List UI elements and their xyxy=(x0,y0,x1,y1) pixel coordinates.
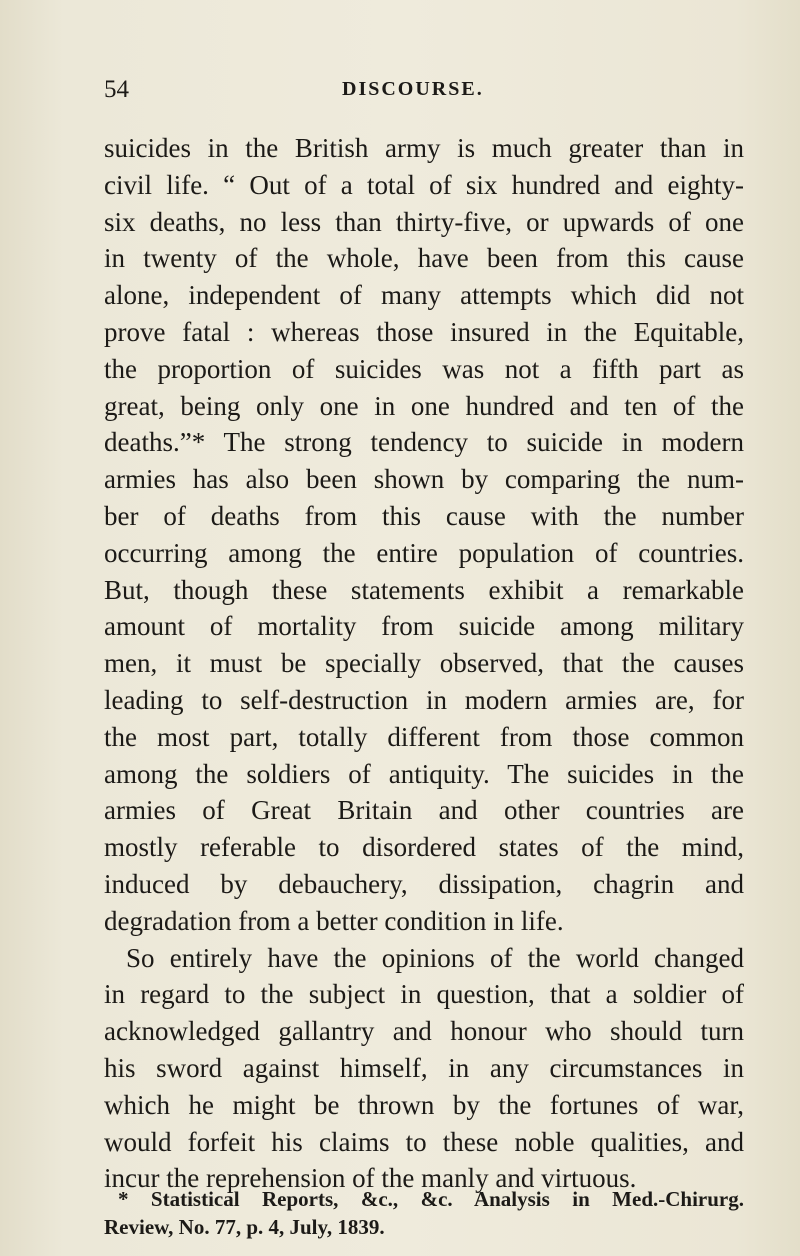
footnote-line: * Statistical Reports, &c., &c. Analysis in Med.-Chirurg. xyxy=(118,1187,744,1211)
text-line: among the soldiers of antiquity. The suicides in the xyxy=(104,758,744,789)
running-head: DISCOURSE. xyxy=(342,78,484,100)
text-line: leading to self-destruction in modern armies are, for xyxy=(104,684,744,715)
text-line: incur the reprehension of the manly and virtuous. xyxy=(104,1163,637,1194)
text-line: occurring among the entire population of countries. xyxy=(104,537,744,568)
text-line: alone, independent of many attempts which did not xyxy=(104,280,744,311)
text-line: armies of Great Britain and other countries are xyxy=(104,795,744,826)
text-line: suicides in the British army is much greater than in xyxy=(104,133,744,163)
text-line: six deaths, no less than thirty-five, or upwards of one xyxy=(104,206,744,237)
text-line: in twenty of the whole, have been from this cause xyxy=(104,243,744,274)
footnote-line: Review, No. 77, p. 4, July, 1839. xyxy=(104,1215,385,1239)
text-line: So entirely have the opinions of the world changed xyxy=(126,942,744,973)
text-line: would forfeit his claims to these noble qualities, and xyxy=(104,1126,744,1157)
text-line: men, it must be specially observed, that the causes xyxy=(104,648,744,679)
text-line: induced by debauchery, dissipation, chagrin and xyxy=(104,868,744,899)
text-line: But, though these statements exhibit a remarkable xyxy=(104,574,744,605)
text-line: great, being only one in one hundred and ten of the xyxy=(104,390,744,421)
text-line: prove fatal : whereas those insured in the Equitable, xyxy=(104,316,744,347)
text-line: degradation from a better condition in life. xyxy=(104,905,564,936)
body-text xyxy=(104,130,744,1197)
text-line: armies has also been shown by comparing the num- xyxy=(104,464,744,495)
text-line: ber of deaths from this cause with the number xyxy=(104,500,744,531)
text-line: deaths.”* The strong tendency to suicide in modern xyxy=(104,427,744,458)
text-line: in regard to the subject in question, that a soldier of xyxy=(104,979,744,1010)
text-line: which he might be thrown by the fortunes of war, xyxy=(104,1089,744,1120)
text-line: acknowledged gallantry and honour who should turn xyxy=(104,1016,744,1047)
footnote xyxy=(104,1185,744,1241)
text-line: mostly referable to disordered states of the mind, xyxy=(104,832,744,863)
text-line: amount of mortality from suicide among military xyxy=(104,611,744,642)
text-line: civil life. “ Out of a total of six hundred and eighty- xyxy=(104,169,744,200)
page-number: 54 xyxy=(104,76,129,103)
text-line: the proportion of suicides was not a fifth part as xyxy=(104,353,744,384)
text-line: his sword against himself, in any circumstances in xyxy=(104,1052,744,1083)
page-header xyxy=(104,76,724,110)
text-line: the most part, totally different from those common xyxy=(104,721,744,752)
